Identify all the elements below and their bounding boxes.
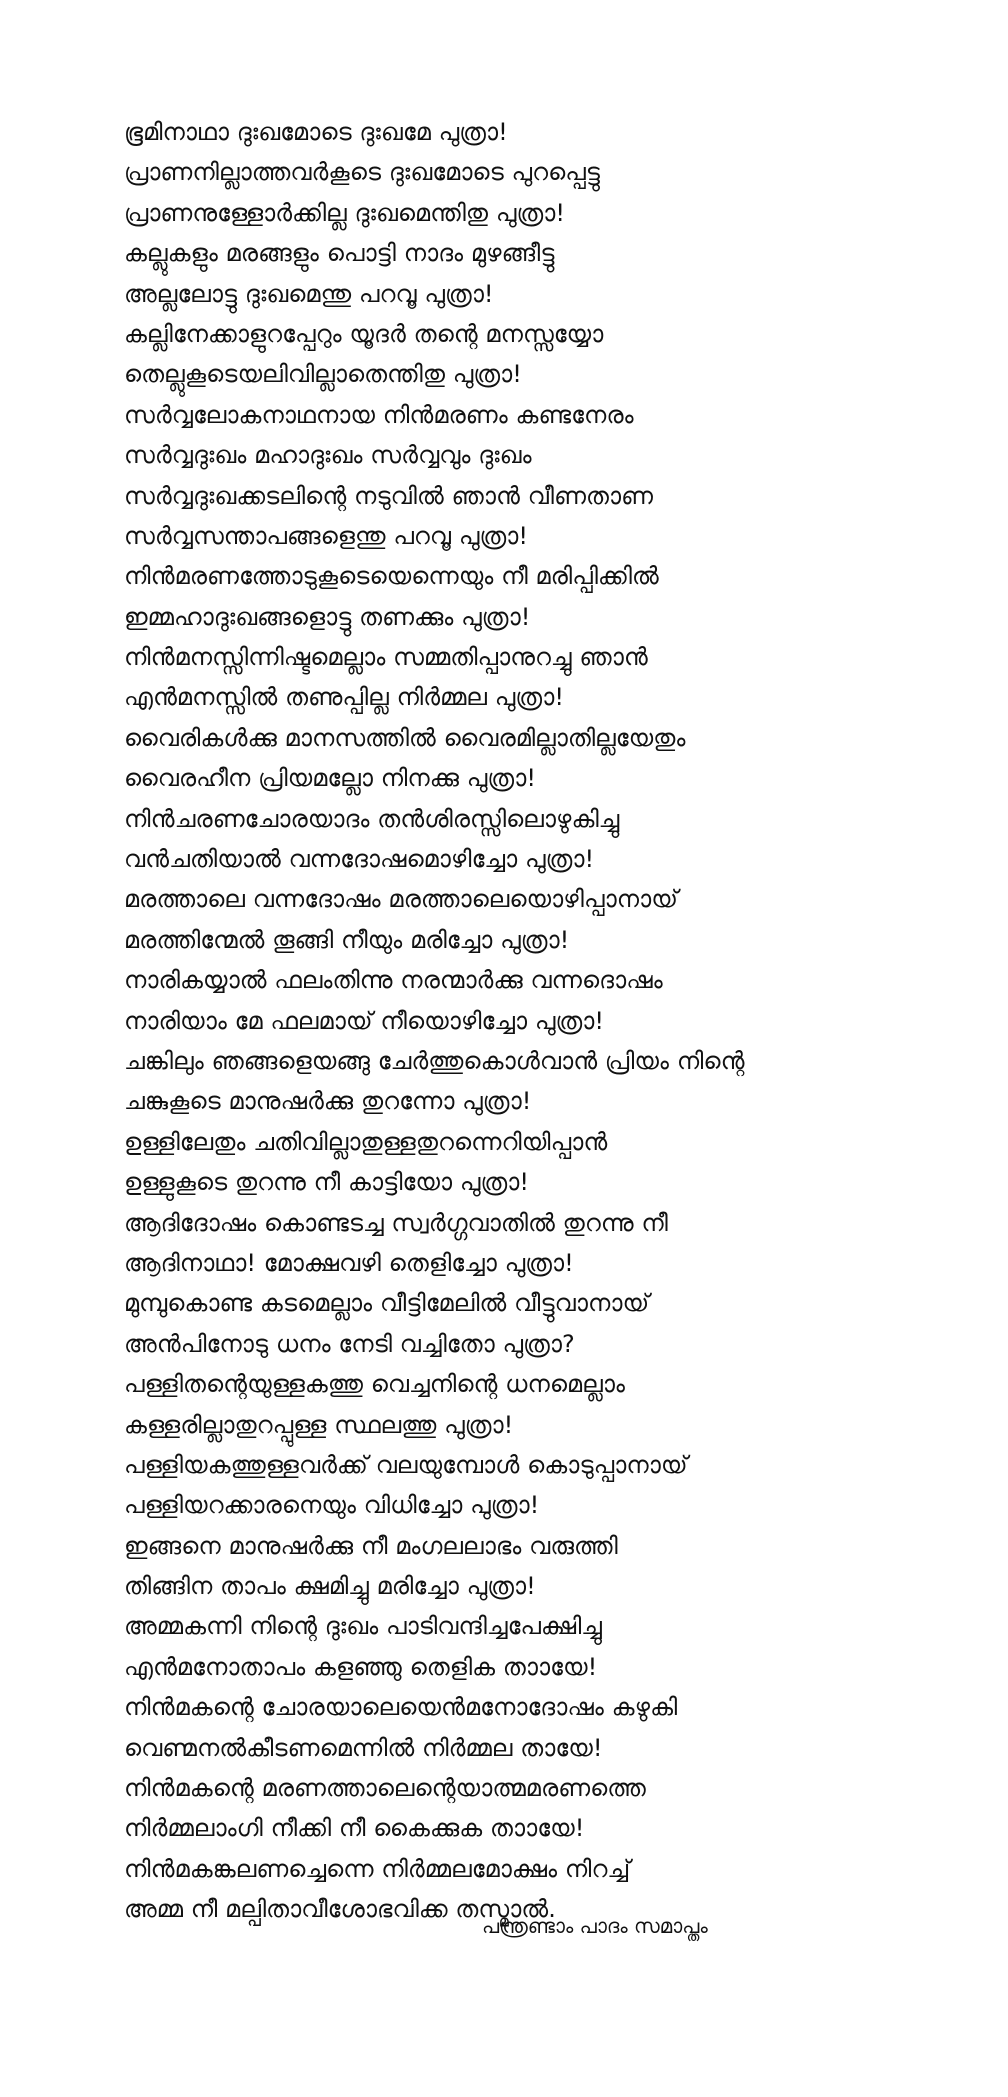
poem-line: സർവ്വലോകനാഥനായ നിൻമരണം കണ്ടനേരം bbox=[124, 400, 634, 429]
poem-line: മരത്താലെ വന്നദോഷം മരത്താലെയൊഴിപ്പാനായ് bbox=[124, 885, 679, 914]
poem-line: തെല്ലുകൂടെയലിവില്ലാതെന്തിതു പുത്രാ! bbox=[124, 360, 523, 389]
poem-line: വൈരഹീന പ്രിയമല്ലോ നിനക്കു പുത്രാ! bbox=[124, 764, 537, 793]
poem-line: ചങ്കുകൂടെ മാനുഷർക്കു തുറന്നോ പുത്രാ! bbox=[124, 1087, 532, 1116]
poem-line: പള്ളിതന്റെയുള്ളകത്തു വെച്ചനിന്റെ ധനമെല്ലാം bbox=[124, 1370, 626, 1399]
poem-line: ഉള്ളിലേതും ചതിവില്ലാതുള്ളതുറന്നെറിയിപ്പാൻ bbox=[124, 1127, 608, 1156]
poem-line: മരത്തിന്മേൽ തൂങ്ങി നീയും മരിച്ചോ പുത്രാ! bbox=[124, 925, 570, 954]
poem-line: പള്ളിയറക്കാരനെയും വിധിച്ചോ പുത്രാ! bbox=[124, 1491, 540, 1520]
poem-line: വെണ്മനൽകീടണമെന്നിൽ നിർമ്മല തായേ! bbox=[124, 1733, 603, 1762]
poem-line: നിൻമകന്റെ മരണത്താലെന്റെയാത്മമരണത്തെ bbox=[124, 1774, 646, 1803]
poem-line: അമ്മ നീ മല്പിതാവീശോഭവിക്ക തസ്മാൽ. bbox=[124, 1895, 556, 1924]
poem-line: ഭൂമിനാഥാ ദുഃഖമോടെ ദുഃഖമേ പുത്രാ! bbox=[124, 118, 508, 146]
poem-line: ചങ്കിലും ഞങ്ങളെയങ്ങു ചേർത്തുകൊൾവാൻ പ്രിയം നിന്റെ bbox=[124, 1046, 745, 1075]
poem-line: ഇമ്മഹാദുഃഖങ്ങളൊട്ടു തണക്കും പുത്രാ! bbox=[124, 602, 531, 631]
poem-line: വൈരികൾക്കു മാനസത്തിൽ വൈരമില്ലാതില്ലയേതും bbox=[124, 723, 686, 752]
poem-line: നിൻമകന്റെ ചോരയാലെയെൻമനോദോഷം കഴുകി bbox=[124, 1693, 678, 1722]
poem-line: നിൻമനസ്സിന്നിഷ്ടമെല്ലാം സമ്മതിപ്പാനുറച്ചു ഞാൻ bbox=[124, 643, 648, 672]
poem-line: അല്ലലോട്ടു ദുഃഖമെന്തു പറവൂ പുത്രാ! bbox=[124, 279, 494, 308]
poem-line: അൻപിനോടു ധനം നേടി വച്ചിതോ പുത്രാ? bbox=[124, 1329, 575, 1358]
poem-line: നാരിയാം മേ ഫലമായ് നീയൊഴിച്ചോ പുത്രാ! bbox=[124, 1006, 605, 1035]
poem-line: ആദിദോഷം കൊണ്ടടച്ച സ്വർഗ്ഗവാതിൽ തുറന്നു നീ bbox=[124, 1208, 668, 1237]
poem-line: എൻമനോതാപം കളഞ്ഞു തെളിക താായേ! bbox=[124, 1652, 598, 1681]
poem-text bbox=[124, 112, 984, 1930]
poem-line: വൻചതിയാൽ വന്നദോഷമൊഴിച്ചോ പുത്രാ! bbox=[124, 845, 595, 874]
poem-line: കള്ളരില്ലാതുറപ്പുള്ള സ്ഥലത്തു പുത്രാ! bbox=[124, 1410, 514, 1439]
poem-line: നിൻചരണചോരയാദം തൻശിരസ്സിലൊഴുകിച്ചു bbox=[124, 804, 620, 833]
poem-line: തിങ്ങിന താപം ക്ഷമിച്ചു മരിച്ചോ പുത്രാ! bbox=[124, 1572, 536, 1601]
poem-line: ഇങ്ങനെ മാനുഷർക്കു നീ മംഗലലാഭം വരുത്തി bbox=[124, 1531, 618, 1560]
poem-line: ആദിനാഥാ! മോക്ഷവഴി തെളിച്ചോ പുത്രാ! bbox=[124, 1248, 574, 1277]
poem-line: നിർമ്മലാംഗി നീക്കി നീ കൈക്കുക താായേ! bbox=[124, 1814, 585, 1843]
poem-line: കല്ലിനേക്കാളുറപ്പേറും യൂദർ തന്റെ മനസ്സയ്യോ bbox=[124, 319, 604, 348]
section-closing-note: പന്ത്രണ്ടാം പാദം സമാപ്തം bbox=[482, 1914, 708, 1938]
poem-line: അമ്മകന്നി നിന്റെ ദുഃഖം പാടിവന്ദിച്ചപേക്ഷിച്ചു bbox=[124, 1612, 603, 1641]
poem-line: ഉള്ളുകൂടെ തുറന്നു നീ കാട്ടിയോ പുത്രാ! bbox=[124, 1168, 530, 1197]
poem-line: കല്ലുകളും മരങ്ങളും പൊട്ടി നാദം മുഴങ്ങീട്ടു bbox=[124, 239, 555, 268]
poem-line: പ്രാണനില്ലാത്തവർകൂടെ ദുഃഖമോടെ പുറപ്പെട്ടു bbox=[124, 158, 601, 187]
poem-line: മുമ്പുകൊണ്ട കടമെല്ലാം വീട്ടിമേലിൽ വീട്ടുവാനായ് bbox=[124, 1289, 650, 1318]
poem-line: നിൻമകങ്കലണച്ചെന്നെ നിർമ്മലമോക്ഷം നിറച്ച് bbox=[124, 1854, 631, 1883]
poem-line: സർവ്വസന്താപങ്ങളെന്തു പറവൂ പുത്രാ! bbox=[124, 521, 529, 550]
poem-line: സർവ്വദുഃഖം മഹാദുഃഖം സർവ്വവും ദുഃഖം bbox=[124, 441, 532, 470]
poem-line: നിൻമരണത്തോടുകൂടെയെന്നെയും നീ മരിപ്പിക്കിൽ bbox=[124, 562, 659, 591]
poem-line: സർവ്വദുഃഖക്കടലിന്റെ നടുവിൽ ഞാൻ വീണതാണ bbox=[124, 481, 654, 510]
poem-line: നാരികയ്യാൽ ഫലംതിന്നു നരന്മാർക്കു വന്നദൊഷം bbox=[124, 966, 663, 995]
poem-line: എൻമനസ്സിൽ തണുപ്പില്ല നിർമ്മല പുത്രാ! bbox=[124, 683, 565, 712]
poem-line: പള്ളിയകത്തുള്ളവർക്ക് വലയുമ്പോൾ കൊടുപ്പാനായ് bbox=[124, 1450, 688, 1479]
poem-line: പ്രാണനുള്ളോർക്കില്ല ദുഃഖമെന്തിതു പുത്രാ! bbox=[124, 198, 566, 227]
